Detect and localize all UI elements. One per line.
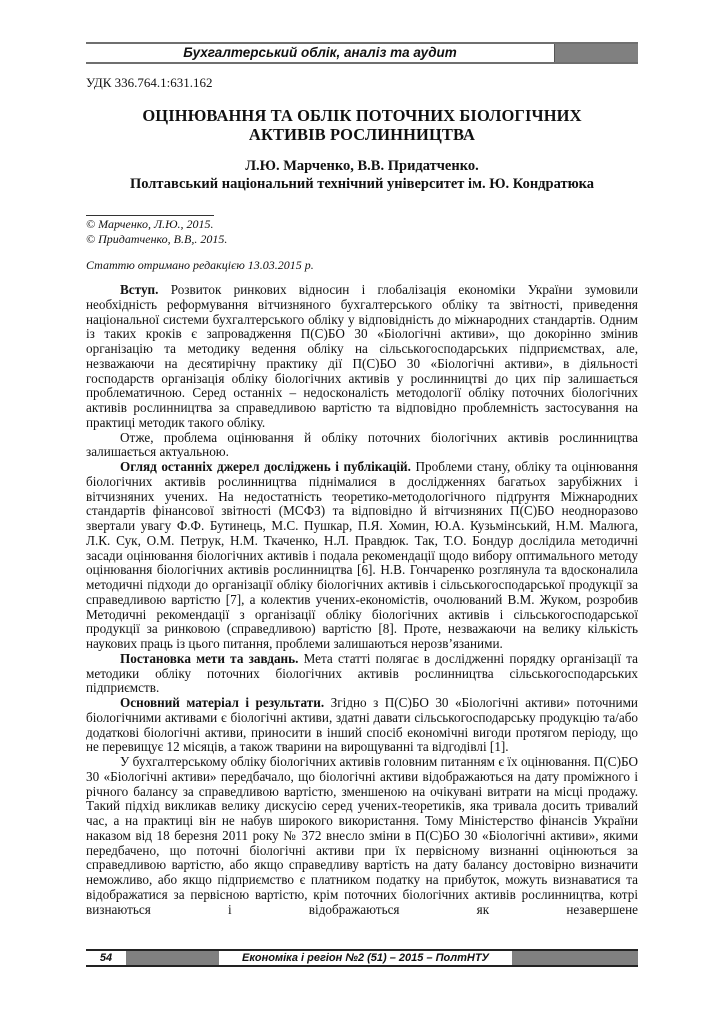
authors-block	[86, 157, 638, 193]
paragraph-text: Проблеми стану, обліку та оцінювання біологічних активів рослинництва піднімалися в дослідженнях багатьох зарубіжних і вітчизняних учених. На недостатність теоретико-методологічного підґрунтя Міжнародних стандартів фінансової звітності (МСФЗ) та відповідно й вітчизняних П(С)БО неодноразово звертали увагу Ф.Ф. Бутинець, М.С. Пушкар, П.Я. Хомин, Ю.А. Кузьмінський, Н.М. Малюга, Л.К. Сук, О.М. Петрук, Н.М. Ткаченко, Н.Л. Правдюк. Так, Т.О. Бондур дослідила методичні засади оцінювання біологічних активів і подала рекомендації щодо вибору оптимального методу оцінювання біологічних активів рослинництва [6]. Н.В. Гончаренко розглянула та вдосконалила методичні підходи до організації обліку біологічних активів і сільськогосподарської продукції за справедливою вартістю [7], а колектив учених-економістів, очолюваний В.М. Жуком, розробив Методичні рекомендації з організації обліку біологічних активів і сільськогосподарської продукції за ринковою (справедливою) вартістю [8]. Проте, незважаючи на велику кількість наукових праць із цього питання, проблеми залишаються нерозв’язаними.	[86, 459, 638, 651]
paragraph-text: У бухгалтерському обліку біологічних активів головним питанням є їх оцінювання. П(С)БО 30 «Біологічні активи» передбачало, що біологічні активи відображаються на дату проміжного і річного балансу за справедливою вартістю, зменшеною на очікувані витрати на місці продажу. Такий підхід викликав велику дискусію серед учених-теоретиків, яка тривала досить тривалий час, а на практиці він не набув широкого використання. Тому Міністерство фінансів України наказом від 18 березня 2011 року № 372 внесло зміни в П(С)БО 30 «Біологічні активи», якими передбачено, що поточні біологічні активи при їх первісному визнанні оцінюються за справедливою вартістю, або якщо справедливу вартість на дату балансу достовірно визначити неможливо, або якщо підприємство є платником податку на прибуток, можуть визнаватися та відображатися за первісною вартістю, крім поточних біологічних активів рослинництва, котрі визнаються і відображаються як незавершене	[86, 754, 638, 917]
article-body	[86, 283, 638, 917]
section-heading-goal: Постановка мети та завдань.	[120, 650, 299, 666]
paragraph-main-2	[86, 755, 638, 917]
copyright-line: © Марченко, Л.Ю., 2015.	[86, 217, 214, 231]
paragraph-goal	[86, 652, 638, 696]
received-date: Статтю отримано редакцією 13.03.2015 р.	[86, 258, 314, 272]
author-names: Л.Ю. Марченко, В.В. Придатченко.	[245, 158, 479, 174]
paragraph-review	[86, 460, 638, 652]
page-number: 54	[99, 952, 113, 964]
section-title: Бухгалтерський облік, аналіз та аудит	[183, 45, 457, 60]
paragraph-text: Розвиток ринкових відносин і глобалізація економіки України зумовили необхідність реформування вітчизняного бухгалтерського обліку та звітності, приведення національної системи бухгалтерського обліку у відповідність до міжнародних стандартів. Одним із таких кроків є запровадження П(С)БО 30 «Біологічні активи», що докорінно змінив організацію та методику ведення обліку на сільськогосподарських підприємствах, але, незважаючи на десятирічну практику дії П(С)БО 30 «Біологічні активи», в діяльності господарств організація обліку біологічних активів у рослинництві до цих пір залишається проблематичною. Серед останніх – недосконалість методології обліку поточних біологічних активів рослинництва за справедливою вартістю та відповідно проблемність застосування на практиці методик такого обліку.	[86, 282, 638, 430]
article-title-line-1: ОЦІНЮВАННЯ ТА ОБЛІК ПОТОЧНИХ БІОЛОГІЧНИХ	[142, 106, 582, 125]
section-heading-review: Огляд останніх джерел досліджень і публікацій.	[120, 459, 411, 474]
running-header	[86, 42, 638, 64]
author-affiliation: Полтавський національний технічний університет ім. Ю. Кондратюка	[129, 176, 595, 192]
paragraph-intro-2	[86, 431, 638, 461]
header-gray-block	[554, 44, 638, 62]
paragraph-text: Згідно з П(С)БО 30 «Біологічні активи» поточними біологічними активами є біологічні активи, здатні давати сільськогосподарську продукцію та/або додаткові біологічні активи, приносити в інший спосіб економічні вигоди протягом періоду, що не перевищує 12 місяців, а також тварини на вирощуванні та відгодівлі [1].	[86, 695, 638, 755]
journal-name: Економіка і регіон №2 (51) – 2015 – ПолтНТУ	[241, 952, 489, 964]
article-title	[86, 106, 638, 144]
copyright-notes	[86, 217, 227, 247]
udk-code: УДК 336.764.1:631.162	[86, 75, 213, 90]
paragraph-main	[86, 696, 638, 755]
paragraph-text: Отже, проблема оцінювання й обліку поточних біологічних активів рослинництва залишається актуальною.	[86, 429, 638, 460]
footnote-rule	[86, 215, 214, 216]
paragraph-intro	[86, 283, 638, 431]
paragraph-text: Мета статті полягає в дослідженні порядку організації та методики обліку поточних біологічних активів рослинництва сільськогосподарських підприємств.	[86, 650, 638, 696]
section-heading-intro: Вступ.	[120, 282, 159, 297]
section-heading-main: Основний матеріал і результати.	[120, 695, 325, 710]
footer-gray-block-right	[512, 951, 638, 965]
running-footer	[86, 949, 638, 967]
article-title-line-2: АКТИВІВ РОСЛИННИЦТВА	[248, 125, 476, 144]
copyright-line: © Придатченко, В.В,. 2015.	[86, 232, 228, 246]
footer-gray-block-left	[126, 951, 219, 965]
